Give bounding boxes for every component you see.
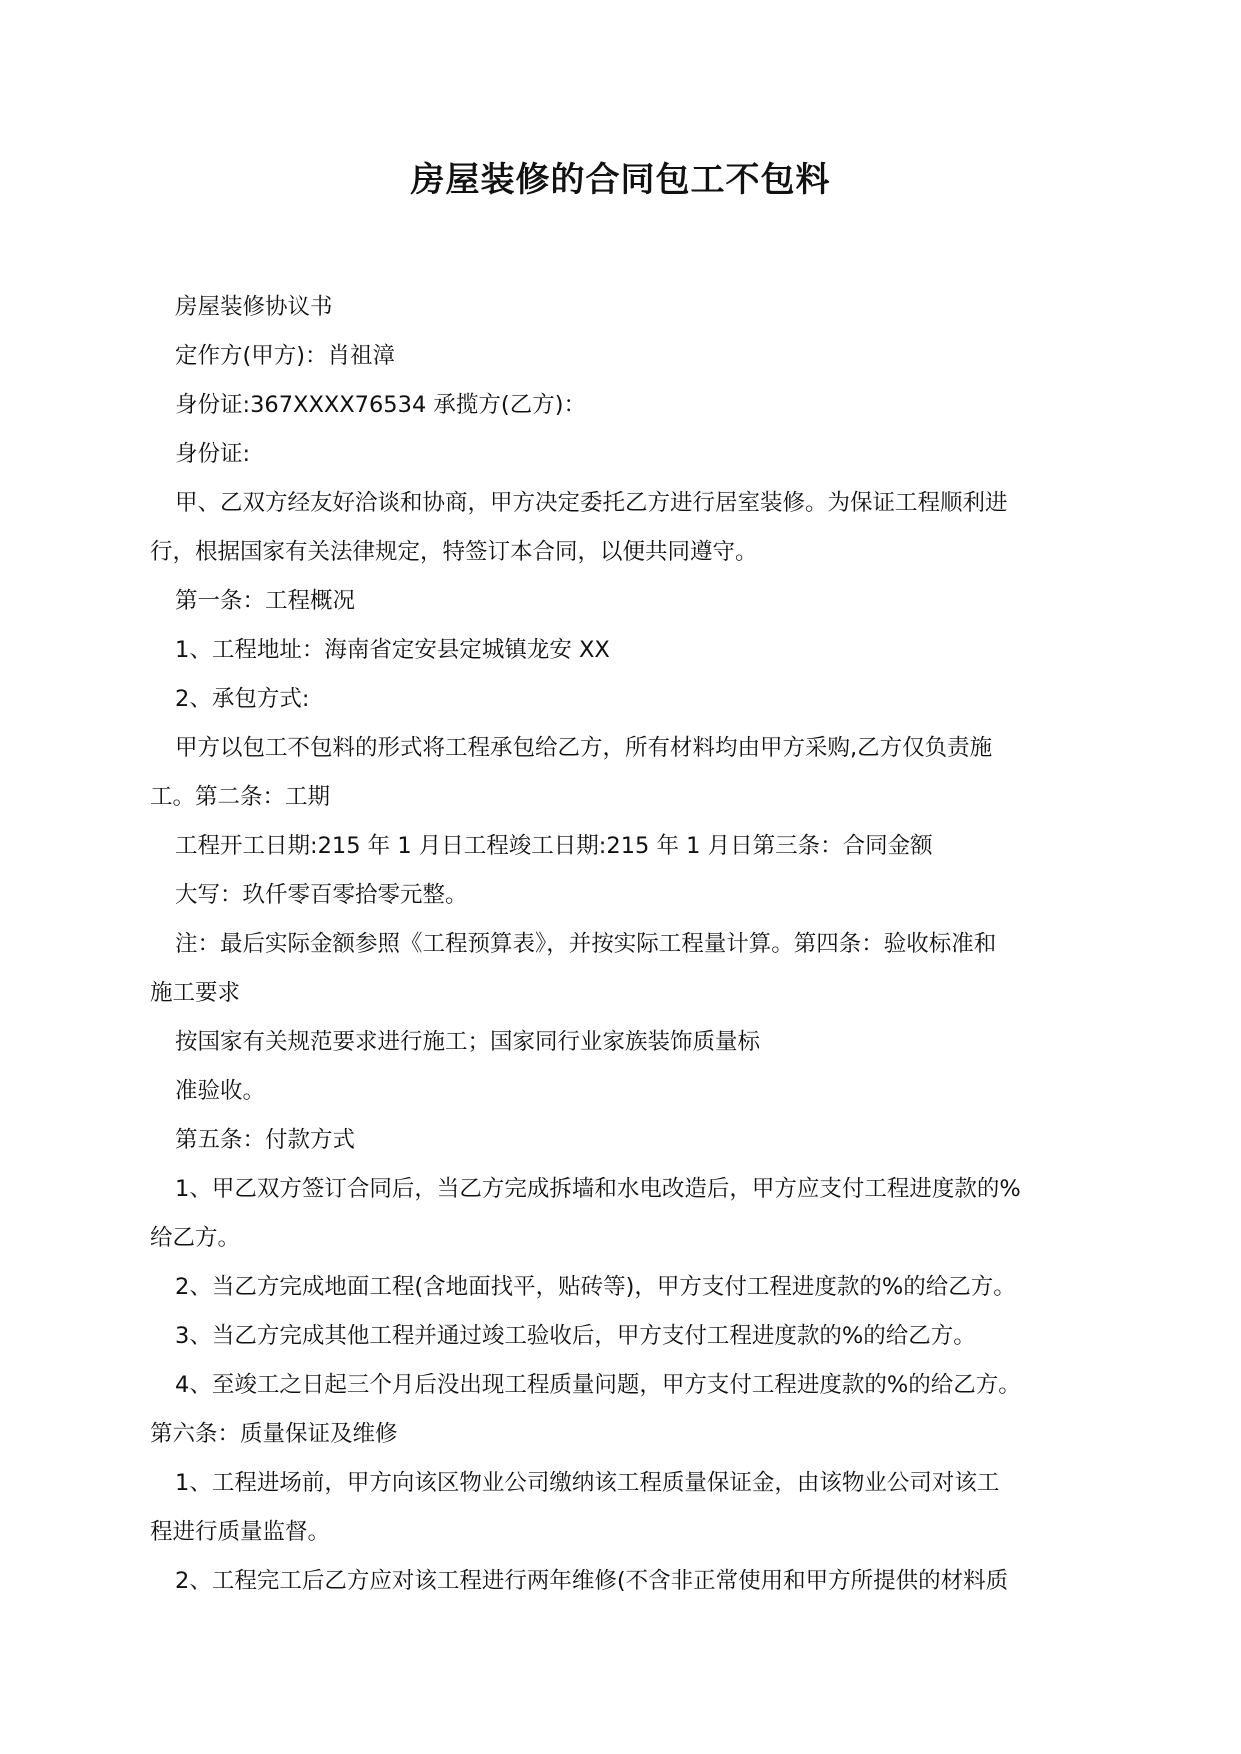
section-heading: 第五条：付款方式 xyxy=(175,1127,356,1153)
paragraph-line: 1、工程地址：海南省定安县定城镇龙安 XX xyxy=(175,637,610,663)
paragraph-line: 大写：玖仟零百零拾零元整。 xyxy=(175,882,468,908)
paragraph-line: 工。第二条：工期 xyxy=(150,784,331,810)
paragraph-line: 注：最后实际金额参照《工程预算表》，并按实际工程量计算。第四条：验收标准和 xyxy=(175,931,997,957)
paragraph-line: 2、当乙方完成地面工程(含地面找平，贴砖等)，甲方支付工程进度款的%的给乙方。 xyxy=(175,1274,1016,1300)
paragraph-line: 3、当乙方完成其他工程并通过竣工验收后，甲方支付工程进度款的%的给乙方。 xyxy=(175,1323,976,1349)
paragraph-line: 身份证: xyxy=(175,441,251,467)
paragraph-line: 给乙方。 xyxy=(150,1225,241,1251)
paragraph-line: 准验收。 xyxy=(175,1078,266,1104)
paragraph-line: 1、甲乙双方签订合同后，当乙方完成拆墙和水电改造后，甲方应支付工程进度款的% xyxy=(175,1176,1021,1202)
section-heading: 第一条：工程概况 xyxy=(175,588,356,614)
paragraph-line: 2、工程完工后乙方应对该工程进行两年维修(不含非正常使用和甲方所提供的材料质 xyxy=(175,1568,1009,1594)
paragraph-line: 1、工程进场前，甲方向该区物业公司缴纳该工程质量保证金，由该物业公司对该工 xyxy=(175,1470,1000,1496)
paragraph-line: 4、至竣工之日起三个月后没出现工程质量问题，甲方支付工程进度款的%的给乙方。 xyxy=(175,1372,1021,1398)
paragraph-line: 行，根据国家有关法律规定，特签订本合同，以便共同遵守。 xyxy=(150,539,758,565)
paragraph-line: 甲、乙双方经友好洽谈和协商，甲方决定委托乙方进行居室装修。为保证工程顺利进 xyxy=(175,490,1008,516)
paragraph-line: 程进行质量监督。 xyxy=(150,1519,331,1545)
paragraph-line: 工程开工日期:215 年 1 月日工程竣工日期:215 年 1 月日第三条：合同金额 xyxy=(175,833,933,859)
paragraph-line: 房屋装修协议书 xyxy=(175,294,333,320)
paragraph-line: 身份证:367XXXX76534 承揽方(乙方)： xyxy=(175,392,586,418)
section-heading: 第六条：质量保证及维修 xyxy=(150,1421,398,1447)
paragraph-line: 施工要求 xyxy=(150,980,241,1006)
document-body xyxy=(150,283,1110,1606)
paragraph-line: 2、承包方式: xyxy=(175,686,310,712)
document-title: 房屋装修的合同包工不包料 xyxy=(410,160,831,200)
paragraph-line: 定作方(甲方)：肖祖漳 xyxy=(175,343,396,369)
paragraph-line: 按国家有关规范要求进行施工；国家同行业家族装饰质量标 xyxy=(175,1029,761,1055)
paragraph-line: 甲方以包工不包料的形式将工程承包给乙方，所有材料均由甲方采购,乙方仅负责施 xyxy=(175,735,993,761)
